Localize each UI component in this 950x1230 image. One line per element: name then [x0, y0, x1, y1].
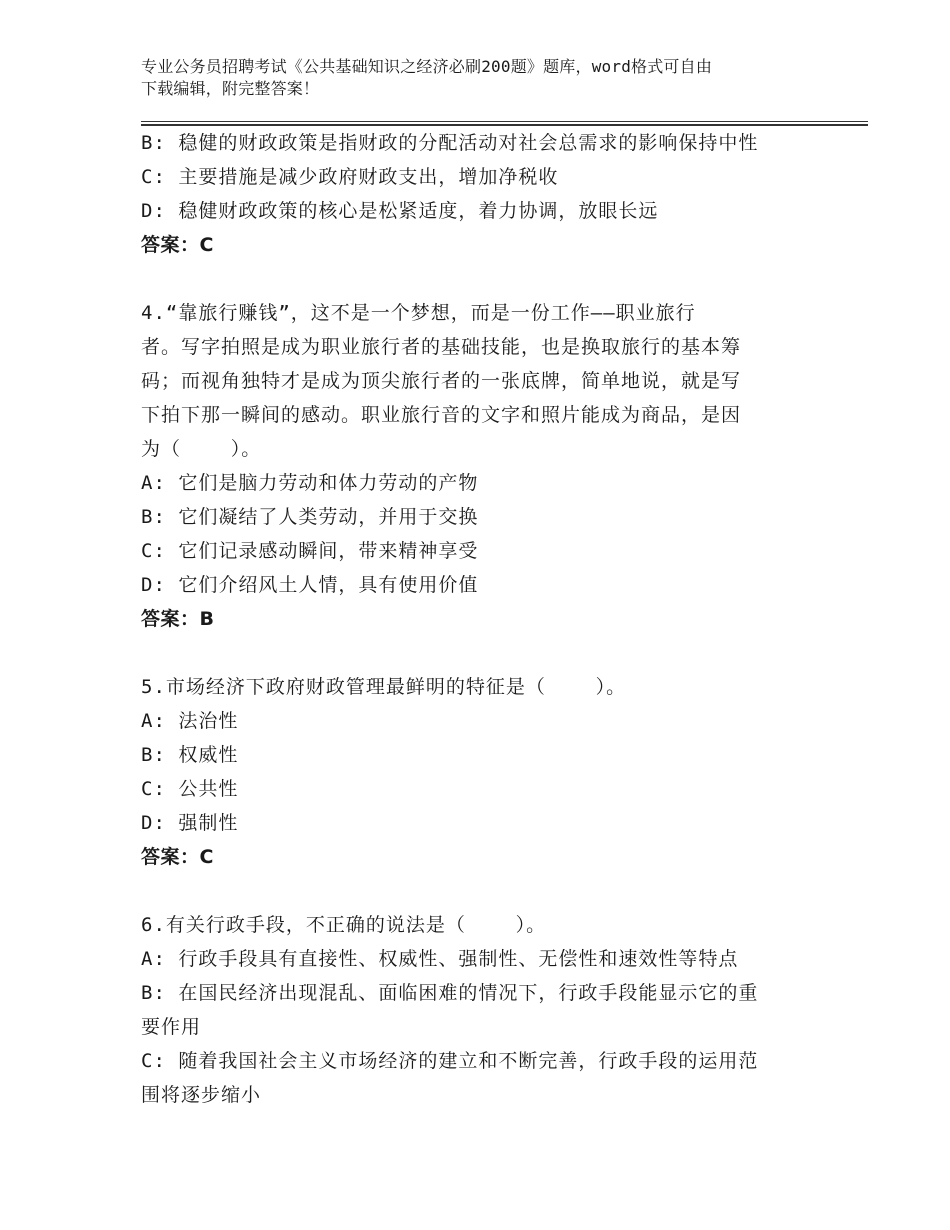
q4-stem-line: 者。写字拍照是成为职业旅行者的基础技能，也是换取旅行的基本筹 — [141, 336, 742, 358]
question-5-block — [141, 670, 811, 874]
q5-option-a: A: 法治性 — [141, 710, 239, 732]
header-line-2: 下载编辑，附完整答案！ — [141, 79, 320, 98]
q4-answer: 答案：B — [141, 608, 215, 630]
q4-stem-line: 下拍下那一瞬间的感动。职业旅行音的文字和照片能成为商品，是因 — [141, 404, 742, 426]
q3-option-b: B: 稳健的财政政策是指财政的分配活动对社会总需求的影响保持中性 — [141, 132, 759, 154]
q5-option-c: C: 公共性 — [141, 778, 239, 800]
q4-option-c: C: 它们记录感动瞬间，带来精神享受 — [141, 540, 479, 562]
q6-option-b-line: B: 在国民经济出现混乱、面临困难的情况下，行政手段能显示它的重 — [141, 982, 759, 1004]
q4-stem-line: 4.“靠旅行赚钱”，这不是一个梦想，而是一份工作——职业旅行 — [141, 302, 696, 324]
question-3-block — [141, 126, 811, 262]
spacer — [141, 636, 811, 670]
q6-option-a: A: 行政手段具有直接性、权威性、强制性、无偿性和速效性等特点 — [141, 948, 739, 970]
q6-option-b-line: 要作用 — [141, 1016, 202, 1038]
question-content — [141, 126, 811, 1112]
q4-option-d: D: 它们介绍风土人情，具有使用价值 — [141, 574, 479, 596]
q3-option-d: D: 稳健财政政策的核心是松紧适度，着力协调，放眼长远 — [141, 200, 659, 222]
q5-answer: 答案：C — [141, 846, 214, 868]
q4-stem-line: 码；而视角独特才是成为顶尖旅行者的一张底牌，简单地说，就是写 — [141, 370, 742, 392]
header-line-1: 专业公务员招聘考试《公共基础知识之经济必刷200题》题库，word格式可自由 — [141, 57, 713, 76]
spacer — [141, 874, 811, 908]
question-4-block — [141, 296, 811, 636]
q4-option-a: A: 它们是脑力劳动和体力劳动的产物 — [141, 472, 479, 494]
spacer — [141, 262, 811, 296]
q6-stem: 6.有关行政手段，不正确的说法是（ ）。 — [141, 914, 547, 936]
question-6-block — [141, 908, 811, 1112]
q3-answer: 答案：C — [141, 234, 214, 256]
q4-option-b: B: 它们凝结了人类劳动，并用于交换 — [141, 506, 479, 528]
q5-stem: 5.市场经济下政府财政管理最鲜明的特征是（ ）。 — [141, 676, 627, 698]
document-header — [141, 56, 821, 100]
q4-stem-line: 为（ ）。 — [141, 438, 262, 460]
q3-option-c: C: 主要措施是减少政府财政支出，增加净税收 — [141, 166, 559, 188]
q6-option-c-line: C: 随着我国社会主义市场经济的建立和不断完善，行政手段的运用范 — [141, 1050, 759, 1072]
header-divider-thin — [141, 121, 868, 122]
q5-option-b: B: 权威性 — [141, 744, 239, 766]
q6-option-c-line: 围将逐步缩小 — [141, 1084, 262, 1106]
q5-option-d: D: 强制性 — [141, 812, 239, 834]
